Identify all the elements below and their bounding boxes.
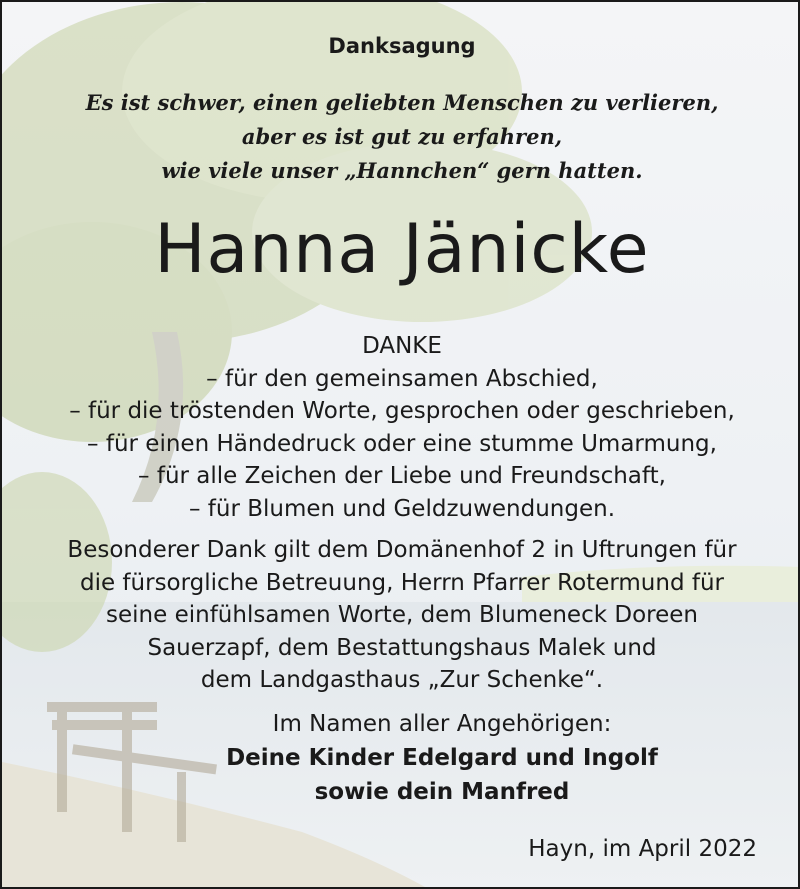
place-date: Hayn, im April 2022 xyxy=(528,836,757,862)
notice-heading: Danksagung xyxy=(328,34,476,58)
thanks-list xyxy=(2,330,800,525)
memorial-quote xyxy=(2,86,800,188)
special-thanks-line: seine einfühlsamen Worte, dem Blumeneck Doreen xyxy=(106,602,698,628)
thanks-title: DANKE xyxy=(362,333,442,359)
quote-line: Es ist schwer, einen geliebten Menschen zu verlieren, xyxy=(85,90,719,115)
quote-line: aber es ist gut zu erfahren, xyxy=(241,124,563,149)
deceased-name: Hanna Jänicke xyxy=(154,210,650,289)
signature-block xyxy=(142,707,742,809)
special-thanks-line: Sauerzapf, dem Bestattungshaus Malek und xyxy=(147,634,657,661)
special-thanks-line: dem Landgasthaus „Zur Schenke“. xyxy=(200,667,604,693)
thanks-item: – für alle Zeichen der Liebe und Freundschaft, xyxy=(138,463,666,489)
special-thanks-line: Besonderer Dank gilt dem Domänenhof 2 in Uftrungen für xyxy=(67,537,737,563)
thanks-item: – für die tröstenden Worte, gesprochen oder geschrieben, xyxy=(69,398,735,424)
special-thanks-line: die fürsorgliche Betreuung, Herrn Pfarrer Rotermund für xyxy=(79,569,724,596)
signature-line: sowie dein Manfred xyxy=(314,779,570,805)
thanks-item: – für einen Händedruck oder eine stumme Umarmung, xyxy=(87,430,717,457)
signature-intro: Im Namen aller Angehörigen: xyxy=(272,711,612,737)
special-thanks xyxy=(2,534,800,697)
signature-line: Deine Kinder Edelgard und Ingolf xyxy=(226,745,658,771)
thanks-item: – für Blumen und Geldzuwendungen. xyxy=(188,495,616,522)
quote-line: wie viele unser „Hannchen“ gern hatten. xyxy=(161,158,643,183)
thanks-item: – für den gemeinsamen Abschied, xyxy=(206,365,598,392)
notice-content xyxy=(2,2,800,889)
